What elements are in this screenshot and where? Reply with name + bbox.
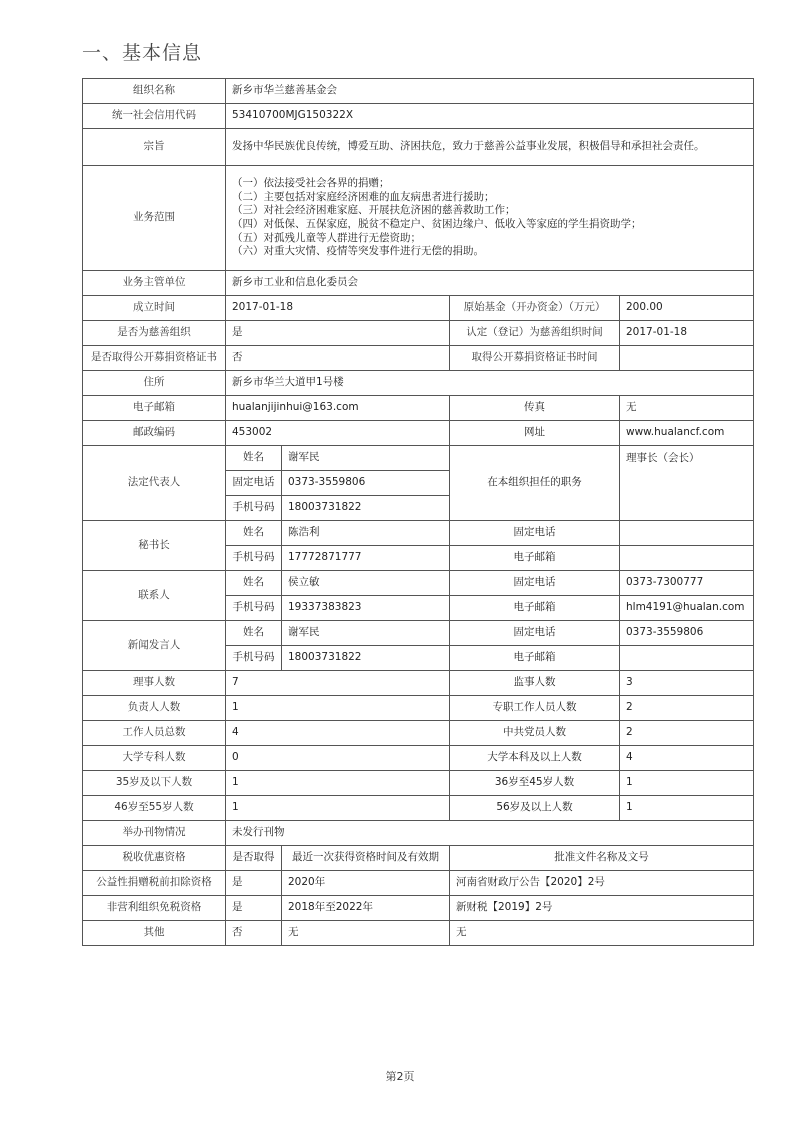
count-value: 4 bbox=[226, 721, 450, 746]
table-row bbox=[83, 166, 754, 271]
fax-label: 传真 bbox=[450, 396, 620, 421]
table-row bbox=[83, 396, 754, 421]
count-label: 56岁及以上人数 bbox=[450, 796, 620, 821]
tax-header-doc: 批准文件名称及文号 bbox=[450, 846, 754, 871]
secretary-name-label: 姓名 bbox=[226, 521, 282, 546]
contact-phone: 0373-7300777 bbox=[620, 571, 754, 596]
count-value: 2 bbox=[620, 721, 754, 746]
count-label: 大学本科及以上人数 bbox=[450, 746, 620, 771]
legal-rep-name-label: 姓名 bbox=[226, 446, 282, 471]
table-row bbox=[83, 296, 754, 321]
address-label: 住所 bbox=[83, 371, 226, 396]
secretary-phone bbox=[620, 521, 754, 546]
tax-row-validity: 无 bbox=[282, 921, 450, 946]
spokesperson-email-label: 电子邮箱 bbox=[450, 646, 620, 671]
secretary-email-label: 电子邮箱 bbox=[450, 546, 620, 571]
count-label: 监事人数 bbox=[450, 671, 620, 696]
scope-item: （二）主要包括对家庭经济困难的血友病患者进行援助； bbox=[232, 190, 495, 203]
scope-item: （一）依法接受社会各界的捐赠； bbox=[232, 177, 390, 190]
table-row bbox=[83, 346, 754, 371]
legal-rep-phone: 0373-3559806 bbox=[282, 471, 450, 496]
contact-name: 侯立敏 bbox=[282, 571, 450, 596]
website-value: www.hualancf.com bbox=[620, 421, 754, 446]
website-label: 网址 bbox=[450, 421, 620, 446]
supervisor-label: 业务主管单位 bbox=[83, 271, 226, 296]
tax-row-obtained: 否 bbox=[226, 921, 282, 946]
legal-rep-mobile: 18003731822 bbox=[282, 496, 450, 521]
basic-info-table bbox=[82, 78, 754, 946]
tax-header-label: 税收优惠资格 bbox=[83, 846, 226, 871]
spokesperson-mobile-label: 手机号码 bbox=[226, 646, 282, 671]
legal-rep-position: 理事长（会长） bbox=[620, 446, 754, 521]
legal-rep-position-label: 在本组织担任的职务 bbox=[450, 446, 620, 521]
secretary-phone-label: 固定电话 bbox=[450, 521, 620, 546]
recognized-value: 2017-01-18 bbox=[620, 321, 754, 346]
tax-row-validity: 2020年 bbox=[282, 871, 450, 896]
table-row bbox=[83, 871, 754, 896]
fundraise-label: 是否取得公开募捐资格证书 bbox=[83, 346, 226, 371]
table-row bbox=[83, 446, 754, 471]
publication-value: 未发行刊物 bbox=[226, 821, 754, 846]
fax-value: 无 bbox=[620, 396, 754, 421]
tax-row-label: 非营利组织免税资格 bbox=[83, 896, 226, 921]
count-label: 46岁至55岁人数 bbox=[83, 796, 226, 821]
count-value: 0 bbox=[226, 746, 450, 771]
charity-label: 是否为慈善组织 bbox=[83, 321, 226, 346]
spokesperson-label: 新闻发言人 bbox=[83, 621, 226, 671]
table-row bbox=[83, 321, 754, 346]
credit-code-label: 统一社会信用代码 bbox=[83, 104, 226, 129]
page-title: 一、基本信息 bbox=[82, 42, 203, 64]
secretary-name: 陈浩利 bbox=[282, 521, 450, 546]
count-value: 1 bbox=[620, 771, 754, 796]
credit-code-value: 53410700MJG150322X bbox=[226, 104, 754, 129]
contact-name-label: 姓名 bbox=[226, 571, 282, 596]
supervisor-value: 新乡市工业和信息化委员会 bbox=[226, 271, 754, 296]
table-row bbox=[83, 571, 754, 596]
table-row bbox=[83, 621, 754, 646]
table-row bbox=[83, 271, 754, 296]
count-label: 专职工作人员人数 bbox=[450, 696, 620, 721]
fundraise-value: 否 bbox=[226, 346, 450, 371]
table-row bbox=[83, 104, 754, 129]
legal-rep-label: 法定代表人 bbox=[83, 446, 226, 521]
table-row bbox=[83, 421, 754, 446]
tax-header-validity: 最近一次获得资格时间及有效期 bbox=[282, 846, 450, 871]
tax-row-validity: 2018年至2022年 bbox=[282, 896, 450, 921]
tax-row-label: 其他 bbox=[83, 921, 226, 946]
count-label: 理事人数 bbox=[83, 671, 226, 696]
scope-item: （五）对孤残儿童等人群进行无偿资助； bbox=[232, 231, 421, 244]
count-label: 负责人人数 bbox=[83, 696, 226, 721]
spokesperson-mobile: 18003731822 bbox=[282, 646, 450, 671]
contact-mobile: 19337383823 bbox=[282, 596, 450, 621]
table-row bbox=[83, 671, 754, 696]
legal-rep-phone-label: 固定电话 bbox=[226, 471, 282, 496]
count-value: 1 bbox=[620, 796, 754, 821]
count-value: 4 bbox=[620, 746, 754, 771]
count-value: 7 bbox=[226, 671, 450, 696]
fund-value: 200.00 bbox=[620, 296, 754, 321]
table-row bbox=[83, 129, 754, 166]
scope-value bbox=[226, 166, 754, 271]
founded-value: 2017-01-18 bbox=[226, 296, 450, 321]
legal-rep-name: 谢军民 bbox=[282, 446, 450, 471]
secretary-mobile: 17772871777 bbox=[282, 546, 450, 571]
fund-label: 原始基金（开办资金）（万元） bbox=[450, 296, 620, 321]
legal-rep-mobile-label: 手机号码 bbox=[226, 496, 282, 521]
table-row bbox=[83, 371, 754, 396]
contact-label: 联系人 bbox=[83, 571, 226, 621]
org-name-label: 组织名称 bbox=[83, 79, 226, 104]
count-value: 3 bbox=[620, 671, 754, 696]
tax-row-doc: 新财税【2019】2号 bbox=[450, 896, 754, 921]
count-label: 36岁至45岁人数 bbox=[450, 771, 620, 796]
fundraise-time-label: 取得公开募捐资格证书时间 bbox=[450, 346, 620, 371]
scope-item: （三）对社会经济困难家庭、开展扶危济困的慈善救助工作； bbox=[232, 204, 516, 217]
fundraise-time-value bbox=[620, 346, 754, 371]
table-row bbox=[83, 521, 754, 546]
table-row bbox=[83, 846, 754, 871]
charity-value: 是 bbox=[226, 321, 450, 346]
purpose-label: 宗旨 bbox=[83, 129, 226, 166]
spokesperson-phone: 0373-3559806 bbox=[620, 621, 754, 646]
email-value: hualanjijinhui@163.com bbox=[226, 396, 450, 421]
contact-email-label: 电子邮箱 bbox=[450, 596, 620, 621]
count-value: 1 bbox=[226, 771, 450, 796]
purpose-value: 发扬中华民族优良传统，博爱互助、济困扶危，致力于慈善公益事业发展，积极倡导和承担社会责任。 bbox=[226, 129, 754, 166]
scope-item: （四）对低保、五保家庭，脱贫不稳定户、贫困边缘户、低收入等家庭的学生捐资助学； bbox=[232, 218, 642, 230]
tax-row-label: 公益性捐赠税前扣除资格 bbox=[83, 871, 226, 896]
tax-header-obtained: 是否取得 bbox=[226, 846, 282, 871]
count-label: 工作人员总数 bbox=[83, 721, 226, 746]
tax-row-doc: 无 bbox=[450, 921, 754, 946]
tax-row-obtained: 是 bbox=[226, 896, 282, 921]
count-label: 中共党员人数 bbox=[450, 721, 620, 746]
page-number: 第2页 bbox=[385, 1070, 415, 1083]
recognized-label: 认定（登记）为慈善组织时间 bbox=[450, 321, 620, 346]
table-row bbox=[83, 696, 754, 721]
secretary-mobile-label: 手机号码 bbox=[226, 546, 282, 571]
count-value: 2 bbox=[620, 696, 754, 721]
contact-email: hlm4191@hualan.com bbox=[620, 596, 754, 621]
table-row bbox=[83, 746, 754, 771]
table-row bbox=[83, 821, 754, 846]
address-value: 新乡市华兰大道甲1号楼 bbox=[226, 371, 754, 396]
postcode-value: 453002 bbox=[226, 421, 450, 446]
contact-mobile-label: 手机号码 bbox=[226, 596, 282, 621]
table-row bbox=[83, 721, 754, 746]
table-row bbox=[83, 896, 754, 921]
publication-label: 举办刊物情况 bbox=[83, 821, 226, 846]
email-label: 电子邮箱 bbox=[83, 396, 226, 421]
tax-row-doc: 河南省财政厅公告【2020】2号 bbox=[450, 871, 754, 896]
founded-label: 成立时间 bbox=[83, 296, 226, 321]
secretary-label: 秘书长 bbox=[83, 521, 226, 571]
scope-label: 业务范围 bbox=[83, 166, 226, 271]
contact-phone-label: 固定电话 bbox=[450, 571, 620, 596]
scope-item: （六）对重大灾情、疫情等突发事件进行无偿的捐助。 bbox=[232, 245, 484, 258]
count-value: 1 bbox=[226, 696, 450, 721]
spokesperson-name: 谢军民 bbox=[282, 621, 450, 646]
table-row bbox=[83, 796, 754, 821]
table-row bbox=[83, 921, 754, 946]
spokesperson-name-label: 姓名 bbox=[226, 621, 282, 646]
secretary-email bbox=[620, 546, 754, 571]
count-value: 1 bbox=[226, 796, 450, 821]
spokesperson-email bbox=[620, 646, 754, 671]
count-label: 大学专科人数 bbox=[83, 746, 226, 771]
tax-row-obtained: 是 bbox=[226, 871, 282, 896]
table-row bbox=[83, 79, 754, 104]
spokesperson-phone-label: 固定电话 bbox=[450, 621, 620, 646]
count-label: 35岁及以下人数 bbox=[83, 771, 226, 796]
table-row bbox=[83, 771, 754, 796]
postcode-label: 邮政编码 bbox=[83, 421, 226, 446]
org-name-value: 新乡市华兰慈善基金会 bbox=[226, 79, 754, 104]
